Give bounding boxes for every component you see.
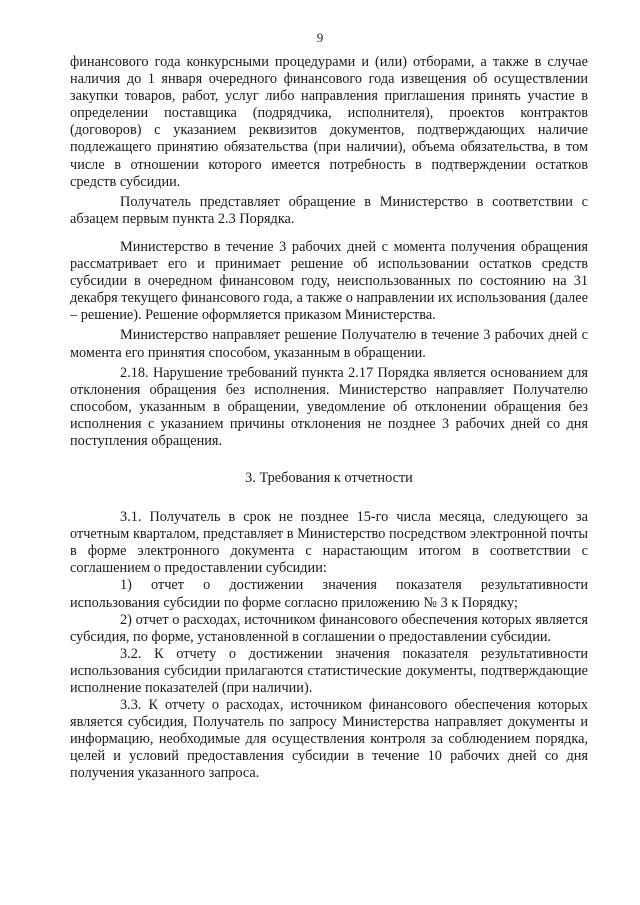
paragraph-3-3: 3.3. К отчету о расходах, источником финансового обеспечения которых является субсидия, Получатель по запросу Министерства направляет документы и информацию, необходимые для осуществления контроля за соблюдением порядка, целей и условий предоставления субсидии в течение 10 рабочих дней со дня получения указанного запроса. <box>70 697 588 782</box>
paragraph-ministry-review: Министерство в течение 3 рабочих дней с момента получения обращения рассматривает его и принимает решение об использовании остатков средств субсидии в очередном финансовом году, неиспользованных по состоянию на 31 декабря текущего финансового года, а также о направлении их использования (далее – решение). Решение оформляется приказом Министерства. <box>70 238 588 324</box>
page-number: 9 <box>316 30 324 45</box>
paragraph-2-18: 2.18. Нарушение требований пункта 2.17 Порядка является основанием для отклонения обращения без исполнения. Министерство направляет Получателю способом, указанным в обращении, уведомление об отклонении обращения без исполнения с указанием причины отклонения не позднее 3 рабочих дней со дня поступления обращения. <box>70 364 588 449</box>
document-body <box>70 54 588 783</box>
paragraph-3-1: 3.1. Получатель в срок не позднее 15-го числа месяца, следующего за отчетным кварталом, представляет в Министерство посредством электронной почты в форме электронного документа с нарастающим итогом в соответствии с соглашением о предоставлении субсидии: <box>70 509 588 577</box>
paragraph-continuation: финансового года конкурсными процедурами и (или) отборами, а также в случае наличия до 1 января очередного финансового года извещения об осуществлении закупки товаров, работ, услуг либо направления приглашения принять участие в определении поставщика (подрядчика, исполнителя), проектов контрактов (договоров) с указанием реквизитов документов, подтверждающих наличие подлежащего принятию обязательства (при наличии), объема обязательства, в том числе в отношении которого имеется потребность в подтверждении остатков средств субсидии. <box>70 54 588 190</box>
paragraph-3-1-item-1: 1) отчет о достижении значения показателя результативности использования субсидии по форме согласно приложению № 3 к Порядку; <box>70 577 588 611</box>
section-heading: 3. Требования к отчетности <box>245 470 413 487</box>
paragraph-recipient-request: Получатель представляет обращение в Министерство в соответствии с абзацем первым пункта 2.3 Порядка. <box>70 193 588 227</box>
paragraph-3-1-item-2: 2) отчет о расходах, источником финансового обеспечения которых является субсидия, по форме, установленной в соглашении о предоставлении субсидии. <box>70 611 588 645</box>
paragraph-3-2: 3.2. К отчету о достижении значения показателя результативности использования субсидии прилагаются статистические документы, подтверждающие исполнение показателей (при наличии). <box>70 645 588 696</box>
paragraph-decision-delivery: Министерство направляет решение Получателю в течение 3 рабочих дней с момента его принятия способом, указанным в обращении. <box>70 327 588 361</box>
